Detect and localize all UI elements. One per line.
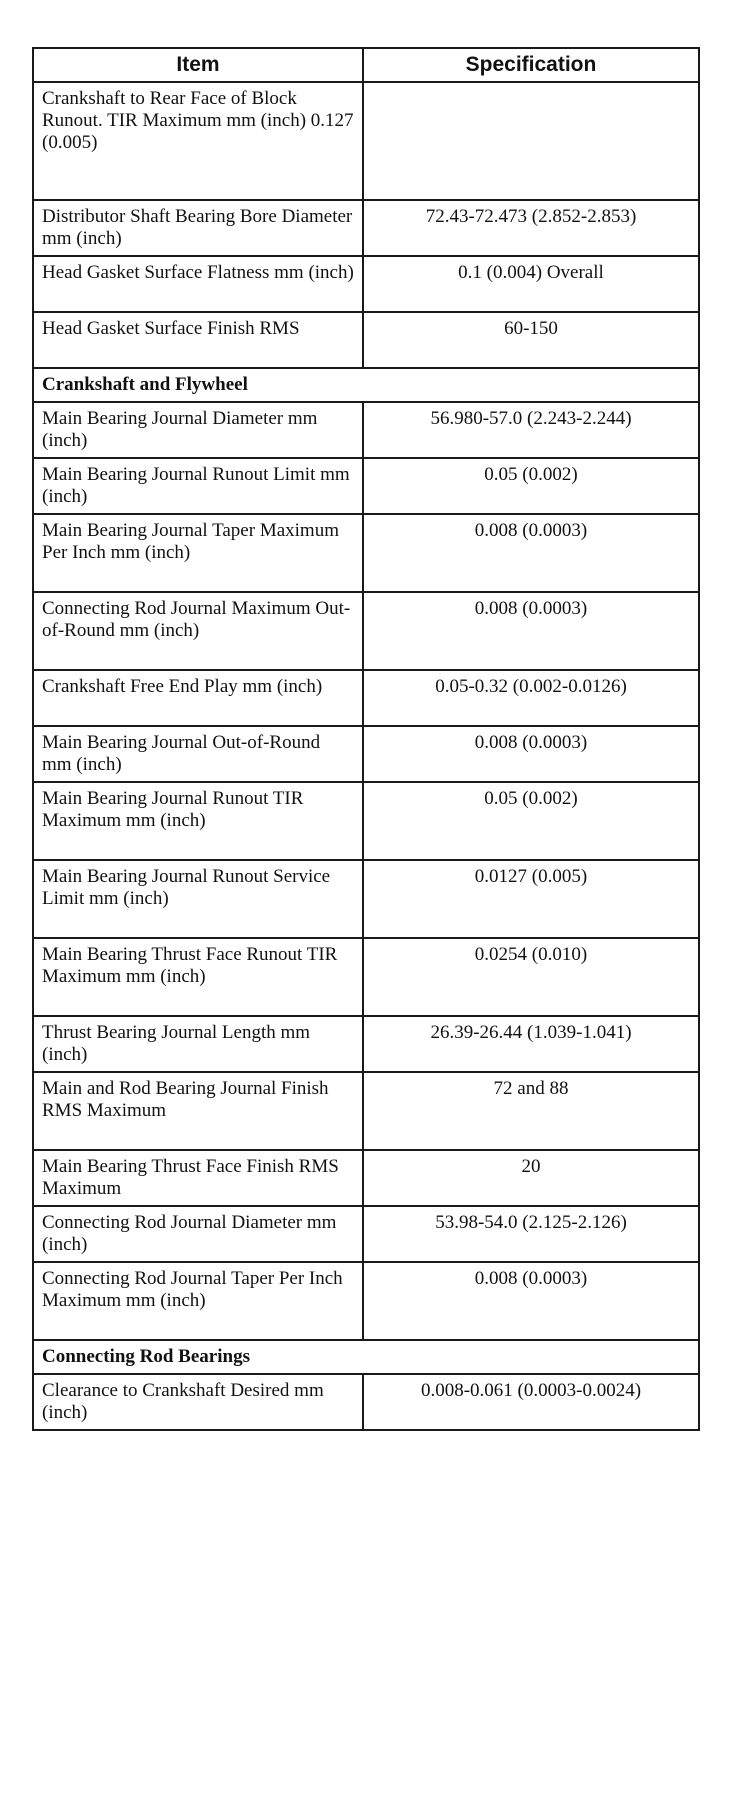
item-cell: Main and Rod Bearing Journal Finish RMS Maximum xyxy=(33,1072,363,1150)
specification-cell: 0.0254 (0.010) xyxy=(363,938,699,1016)
table-row xyxy=(33,938,699,1016)
section-header-row xyxy=(33,368,699,402)
specification-cell: 56.980-57.0 (2.243-2.244) xyxy=(363,402,699,458)
specification-cell: 72.43-72.473 (2.852-2.853) xyxy=(363,200,699,256)
specification-cell: 53.98-54.0 (2.125-2.126) xyxy=(363,1206,699,1262)
item-cell: Crankshaft to Rear Face of Block Runout. TIR Maximum mm (inch) 0.127 (0.005) xyxy=(33,82,363,200)
specification-cell: 0.008 (0.0003) xyxy=(363,592,699,670)
table-row xyxy=(33,82,699,200)
column-header-item: Item xyxy=(33,48,363,82)
item-cell: Main Bearing Journal Runout TIR Maximum mm (inch) xyxy=(33,782,363,860)
table-row xyxy=(33,782,699,860)
table-row xyxy=(33,1150,699,1206)
specification-cell: 60-150 xyxy=(363,312,699,368)
item-cell: Head Gasket Surface Finish RMS xyxy=(33,312,363,368)
table-row xyxy=(33,1016,699,1072)
section-title: Crankshaft and Flywheel xyxy=(33,368,699,402)
item-cell: Thrust Bearing Journal Length mm (inch) xyxy=(33,1016,363,1072)
item-cell: Distributor Shaft Bearing Bore Diameter mm (inch) xyxy=(33,200,363,256)
header-row xyxy=(33,48,699,82)
item-cell: Main Bearing Journal Taper Maximum Per Inch mm (inch) xyxy=(33,514,363,592)
table-row xyxy=(33,670,699,726)
specification-cell: 26.39-26.44 (1.039-1.041) xyxy=(363,1016,699,1072)
table-row xyxy=(33,1206,699,1262)
table-row xyxy=(33,726,699,782)
section-title: Connecting Rod Bearings xyxy=(33,1340,699,1374)
specification-cell: 0.008 (0.0003) xyxy=(363,1262,699,1340)
item-cell: Main Bearing Journal Diameter mm (inch) xyxy=(33,402,363,458)
specification-cell xyxy=(363,82,699,200)
item-cell: Head Gasket Surface Flatness mm (inch) xyxy=(33,256,363,312)
item-cell: Clearance to Crankshaft Desired mm (inch) xyxy=(33,1374,363,1430)
table-row xyxy=(33,860,699,938)
table-row xyxy=(33,592,699,670)
item-cell: Main Bearing Thrust Face Runout TIR Maximum mm (inch) xyxy=(33,938,363,1016)
item-cell: Connecting Rod Journal Maximum Out-of-Round mm (inch) xyxy=(33,592,363,670)
table-row xyxy=(33,514,699,592)
specification-cell: 0.05 (0.002) xyxy=(363,782,699,860)
specification-cell: 0.0127 (0.005) xyxy=(363,860,699,938)
item-cell: Connecting Rod Journal Diameter mm (inch) xyxy=(33,1206,363,1262)
specification-cell: 0.1 (0.004) Overall xyxy=(363,256,699,312)
table-row xyxy=(33,1262,699,1340)
specification-cell: 0.008-0.061 (0.0003-0.0024) xyxy=(363,1374,699,1430)
table-row xyxy=(33,402,699,458)
table-row xyxy=(33,1374,699,1430)
item-cell: Connecting Rod Journal Taper Per Inch Maximum mm (inch) xyxy=(33,1262,363,1340)
item-cell: Main Bearing Thrust Face Finish RMS Maximum xyxy=(33,1150,363,1206)
table-row xyxy=(33,312,699,368)
table-row xyxy=(33,1072,699,1150)
specification-cell: 0.008 (0.0003) xyxy=(363,514,699,592)
column-header-specification: Specification xyxy=(363,48,699,82)
table-row xyxy=(33,256,699,312)
specification-cell: 0.05 (0.002) xyxy=(363,458,699,514)
table-row xyxy=(33,200,699,256)
section-header-row xyxy=(33,1340,699,1374)
table-row xyxy=(33,458,699,514)
item-cell: Main Bearing Journal Out-of-Round mm (inch) xyxy=(33,726,363,782)
item-cell: Main Bearing Journal Runout Limit mm (inch) xyxy=(33,458,363,514)
specification-table xyxy=(32,47,700,1431)
table-body xyxy=(33,82,699,1430)
specification-cell: 72 and 88 xyxy=(363,1072,699,1150)
item-cell: Crankshaft Free End Play mm (inch) xyxy=(33,670,363,726)
specification-cell: 20 xyxy=(363,1150,699,1206)
specification-cell: 0.008 (0.0003) xyxy=(363,726,699,782)
specification-cell: 0.05-0.32 (0.002-0.0126) xyxy=(363,670,699,726)
item-cell: Main Bearing Journal Runout Service Limit mm (inch) xyxy=(33,860,363,938)
